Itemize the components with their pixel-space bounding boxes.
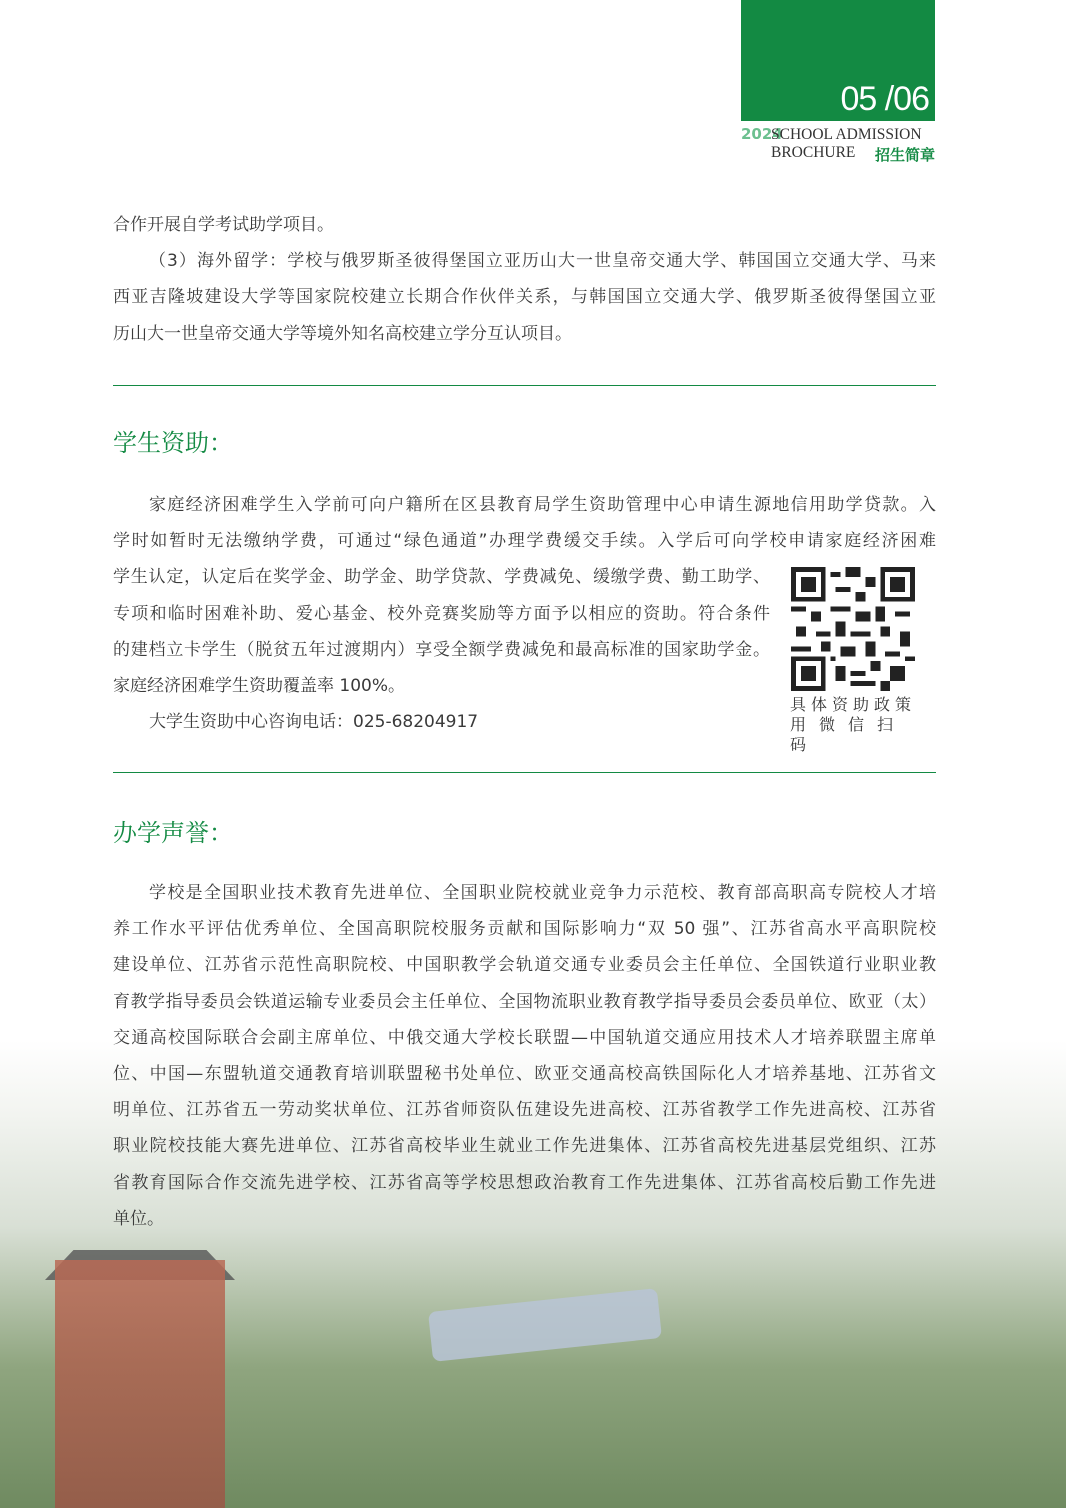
brand-logo [741,126,935,162]
qr-caption-line2: 用微信扫码 [790,715,907,754]
brand-cn: 招生简章 [874,146,935,164]
qr-pattern [790,567,916,691]
text-line: 养工作水平评估优秀单位、全国高职院校服务贡献和国际影响力“双 50 强”、江苏省高水平高职院校 [113,919,936,940]
text-line: 单位。 [113,1208,164,1229]
tower-building [55,1260,225,1508]
text-line: 学校是全国职业技术教育先进单位、全国职业院校就业竞争力示范校、教育部高职高专院校人才培 [149,883,936,903]
reputation-text [113,875,936,1237]
text-line: 职业院校技能大赛先进单位、江苏省高校毕业生就业工作先进集体、江苏省高校先进基层党组织、江苏 [113,1136,936,1157]
brand-en-line1: SCHOOL ADMISSION [771,126,922,143]
text-line: 学生认定，认定后在奖学金、助学金、助学贷款、学费减免、缓缴学费、勤工助学、 [113,567,770,588]
text-line: 的建档立卡学生（脱贫五年过渡期内）享受全额学费减免和最高标准的国家助学金。 [113,639,770,660]
year-logo: 2024 [741,125,783,143]
section-heading-reputation: 办学声誉： [113,819,233,847]
text-line: 家庭经济困难学生入学前可向户籍所在区县教育局学生资助管理中心申请生源地信用助学贷款。入 [149,495,936,515]
qr-caption [790,695,916,755]
text-line: 省教育国际合作交流先进学校、江苏省高等学校思想政治教育工作先进集体、江苏省高校后勤工作先进 [113,1172,936,1193]
text-line: 建设单位、江苏省示范性高职院校、中国职教学会轨道交通专业委员会主任单位、全国铁道行业职业教 [113,955,936,976]
divider [113,772,936,773]
intro-text [113,207,936,352]
text-line: 位、中国—东盟轨道交通教育培训联盟秘书处单位、欧亚交通高校高铁国际化人才培养基地、江苏省文 [113,1064,936,1085]
text-line: （3）海外留学：学校与俄罗斯圣彼得堡国立亚历山大一世皇帝交通大学、韩国国立交通大学、马来 [149,251,936,272]
text-line: 育教学指导委员会铁道运输专业委员会主任单位、全国物流职业教育教学指导委员会委员单位、欧亚（太） [113,991,936,1012]
header-block [741,0,935,121]
text-line: 合作开展自学考试助学项目。 [113,215,334,235]
text-line: 学时如暂时无法缴纳学费，可通过“绿色通道”办理学费缓交手续。入学后可向学校申请家庭经济困难 [113,531,936,552]
section-heading-aid: 学生资助： [113,429,233,457]
text-line: 交通高校国际联合会副主席单位、中俄交通大学校长联盟—中国轨道交通应用技术人才培养联盟主席单 [113,1027,936,1048]
text-line: 西亚吉隆坡建设大学等国家院校建立长期合作伙伴关系，与韩国国立交通大学、俄罗斯圣彼得堡国立亚 [113,287,936,308]
text-line: 专项和临时困难补助、爱心基金、校外竞赛奖励等方面予以相应的资助。符合条件 [113,603,770,624]
brand-en-line2: BROCHURE [771,144,856,161]
qr-caption-line1: 具体资助政策 [790,695,917,714]
page-number: 05 /06 [840,80,929,118]
qr-code[interactable] [790,567,916,691]
text-line: 历山大一世皇帝交通大学等境外知名高校建立学分互认项目。 [113,323,572,344]
divider [113,385,936,386]
text-line: 明单位、江苏省五一劳动奖状单位、江苏省师资队伍建设先进高校、江苏省教学工作先进高校、江苏省 [113,1100,936,1121]
aid-phone: 大学生资助中心咨询电话：025-68204917 [149,712,479,733]
text-line: 家庭经济困难学生资助覆盖率 100%。 [113,676,406,697]
